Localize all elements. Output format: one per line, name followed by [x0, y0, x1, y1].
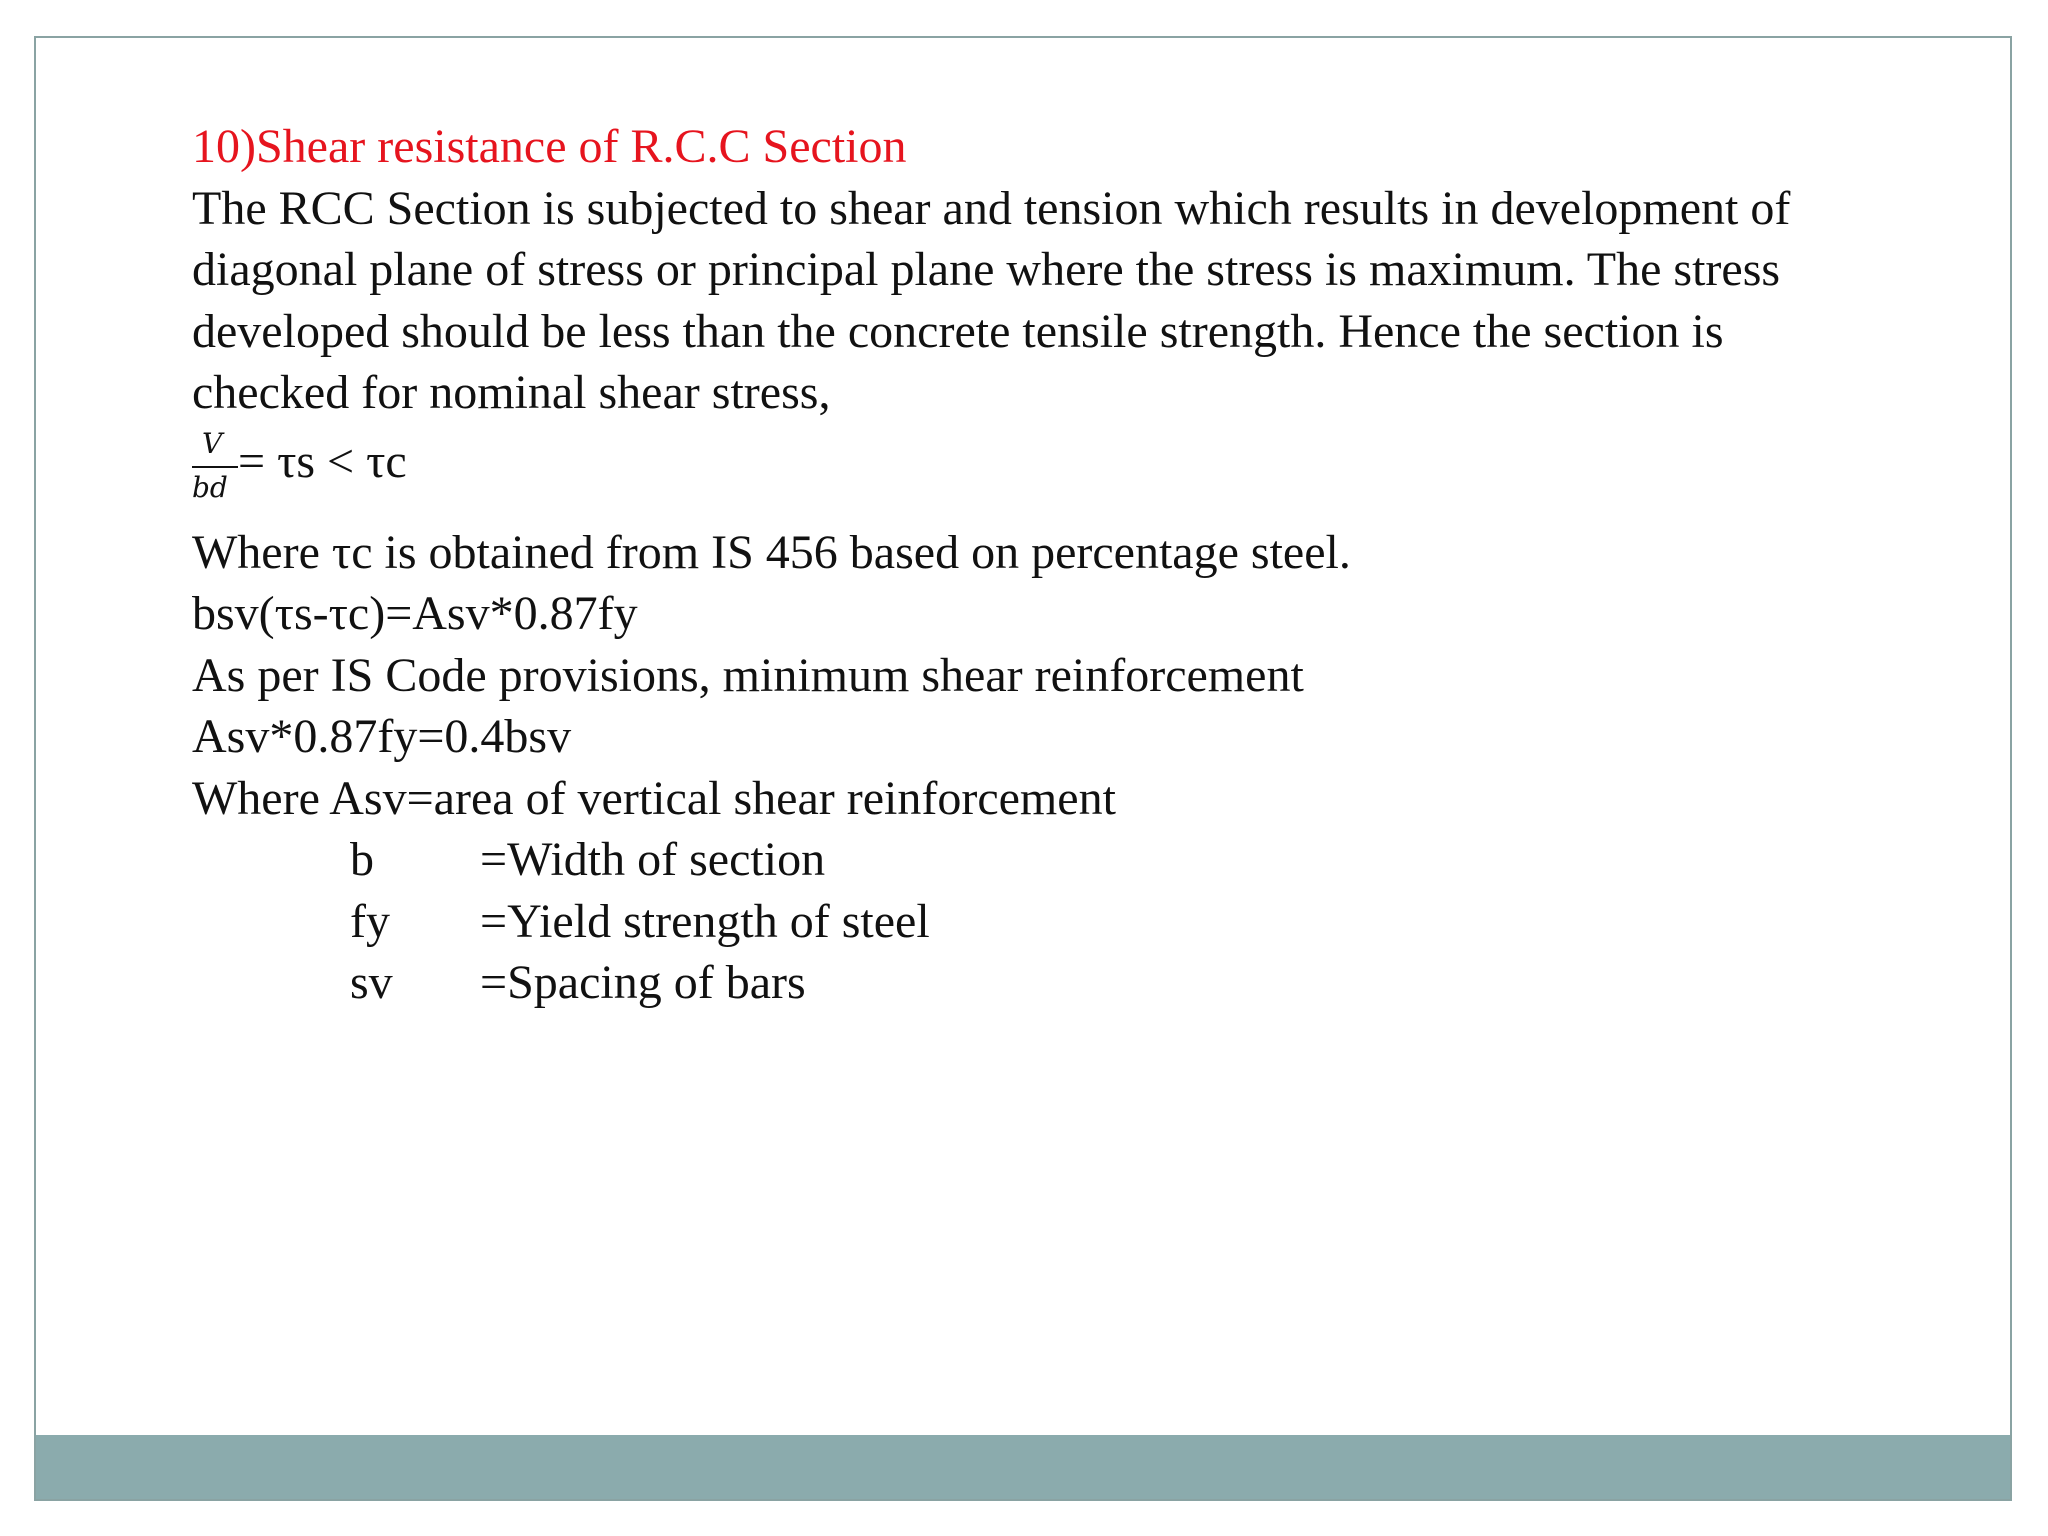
formula-rhs: = τs < τc: [238, 434, 407, 488]
definition-symbol: sv: [350, 956, 393, 1009]
definition-text: =Width of section: [480, 833, 826, 886]
text-line-where-asv: Where Asv=area of vertical shear reinforcement: [192, 771, 1116, 825]
slide-frame: [34, 36, 2012, 1501]
text-line-provisions: As per IS Code provisions, minimum shear reinforcement: [192, 648, 1304, 702]
fraction-bar: [192, 466, 238, 468]
footer-bar: [36, 1435, 2010, 1501]
definition-symbol: b: [350, 833, 374, 886]
shear-stress-formula: [192, 424, 2012, 522]
definition-text: =Spacing of bars: [480, 956, 806, 1009]
definition-text: =Yield strength of steel: [480, 894, 930, 948]
slide-content: [192, 116, 2012, 1014]
paragraph-line-4: checked for nominal shear stress,: [192, 366, 831, 419]
slide-title: 10)Shear resistance of R.C.C Section: [192, 120, 907, 173]
text-line-equation: bsv(τs-τc)=Asv*0.87fy: [192, 587, 638, 640]
formula-denominator: bd: [192, 470, 228, 504]
definition-symbol: fy: [350, 894, 390, 948]
definition-row: [192, 952, 2012, 1014]
formula-numerator: V: [202, 426, 223, 460]
text-line-min-equation: Asv*0.87fy=0.4bsv: [192, 710, 572, 763]
definition-row: [192, 891, 2012, 953]
paragraph-line-1: The RCC Section is subjected to shear and tension which results in development of: [192, 181, 1791, 235]
paragraph-line-3: developed should be less than the concrete tensile strength. Hence the section is: [192, 304, 1724, 358]
definition-row: [192, 829, 2012, 891]
text-line-tc: Where τc is obtained from IS 456 based on percentage steel.: [192, 525, 1351, 579]
paragraph-line-2: diagonal plane of stress or principal plane where the stress is maximum. The stress: [192, 243, 1781, 296]
